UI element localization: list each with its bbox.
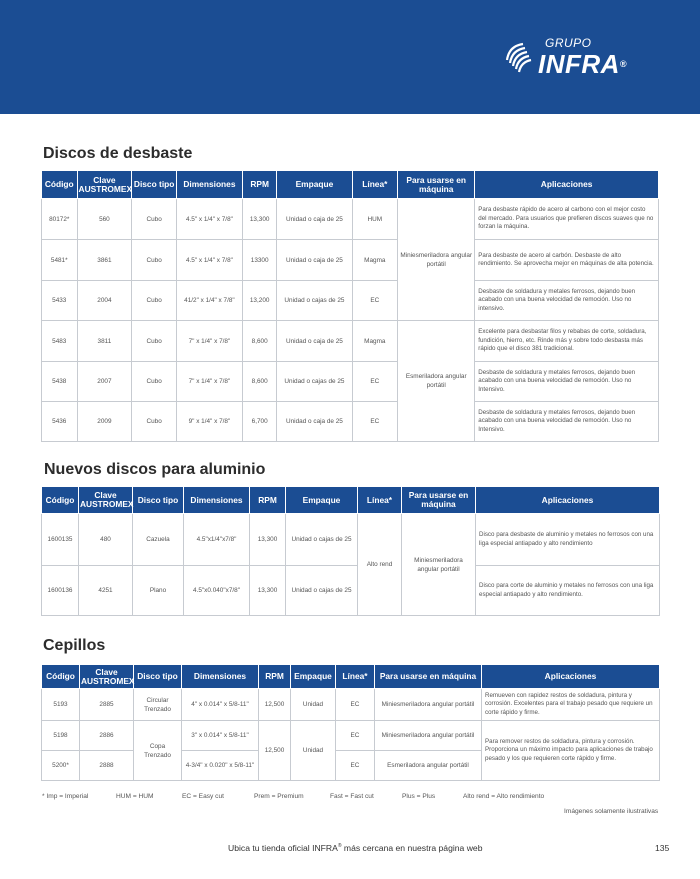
cell-clave: 2888 bbox=[80, 751, 134, 781]
cell-tipo: Cubo bbox=[132, 362, 177, 402]
cell-clave: 480 bbox=[79, 514, 133, 566]
cell-maquina: Miniesmeriladora angular portátil bbox=[375, 721, 482, 751]
cell-empaque: Unidad o cajas de 25 bbox=[277, 362, 352, 402]
col-header: Empaque bbox=[291, 665, 336, 689]
table-row bbox=[42, 362, 659, 402]
cell-dimensiones: 7" x 1/4" x 7/8" bbox=[176, 321, 242, 362]
cell-empaque: Unidad bbox=[291, 689, 336, 721]
section-title-desbaste: Discos de desbaste bbox=[43, 145, 193, 162]
col-header: Empaque bbox=[277, 171, 352, 199]
table-row bbox=[42, 514, 660, 566]
col-header: RPM bbox=[242, 171, 277, 199]
col-header: Dimensiones bbox=[176, 171, 242, 199]
col-header: Aplicaciones bbox=[475, 171, 659, 199]
cell-dimensiones: 4.5"x1/4"x7/8" bbox=[184, 514, 250, 566]
col-header: Código bbox=[42, 665, 80, 689]
cell-codigo: 5483 bbox=[42, 321, 78, 362]
cell-codigo: 5200* bbox=[42, 751, 80, 781]
cell-maquina: Miniesmeriladora angular portátil bbox=[398, 199, 475, 321]
page-number: 135 bbox=[655, 843, 670, 853]
cell-dimensiones: 4" x 0.014" x 5/8-11" bbox=[182, 689, 259, 721]
legend-alto: Alto rend = Alto rendimiento bbox=[463, 793, 545, 800]
cell-aplicaciones: Desbaste de soldadura y metales ferrosos, dejando buen acabado con una buena velocidad de remoción. Uso no Intensivo. bbox=[475, 362, 659, 402]
legend-hum: HUM = HUM bbox=[116, 793, 154, 800]
cell-dimensiones: 4.5" x 1/4" x 7/8" bbox=[176, 240, 242, 281]
cell-aplicaciones: Remueven con rapidez restos de soldadura, pintura y corrosión. Excelentes para el trabajo pesado que requiere un corte rápido y firme. bbox=[482, 689, 660, 721]
col-header: Para usarse en máquina bbox=[375, 665, 482, 689]
col-header: Dimensiones bbox=[184, 487, 250, 514]
cell-linea: HUM bbox=[352, 199, 398, 240]
table-cepillos bbox=[41, 664, 660, 781]
cell-rpm: 8,600 bbox=[242, 321, 277, 362]
col-header: Para usarse en máquina bbox=[398, 171, 475, 199]
cell-linea: EC bbox=[352, 281, 398, 321]
table-row bbox=[42, 689, 660, 721]
cell-codigo: 1600136 bbox=[42, 566, 79, 616]
col-header: Empaque bbox=[286, 487, 358, 514]
col-header: Para usarse en máquina bbox=[402, 487, 476, 514]
cell-codigo: 5433 bbox=[42, 281, 78, 321]
cell-clave: 2885 bbox=[80, 689, 134, 721]
cell-rpm: 8,600 bbox=[242, 362, 277, 402]
cell-codigo: 5481* bbox=[42, 240, 78, 281]
cell-dimensiones: 41/2" x 1/4" x 7/8" bbox=[176, 281, 242, 321]
cell-empaque: Unidad o caja de 25 bbox=[277, 402, 352, 442]
cell-empaque: Unidad o caja de 25 bbox=[277, 321, 352, 362]
col-header: Clave AUSTROMEX bbox=[77, 171, 132, 199]
table-row bbox=[42, 566, 660, 616]
cell-codigo: 80172* bbox=[42, 199, 78, 240]
col-header: Aplicaciones bbox=[476, 487, 660, 514]
legend-prem: Prem = Premium bbox=[254, 793, 304, 800]
cell-rpm: 13300 bbox=[242, 240, 277, 281]
col-header: Clave AUSTROMEX bbox=[79, 487, 133, 514]
cell-dimensiones: 7" x 1/4" x 7/8" bbox=[176, 362, 242, 402]
col-header: Línea* bbox=[352, 171, 398, 199]
cell-linea: EC bbox=[352, 362, 398, 402]
cell-tipo: Copa Trenzado bbox=[134, 721, 182, 781]
infra-logo-icon bbox=[503, 40, 539, 78]
cell-aplicaciones: Excelente para desbastar filos y rebabas de corte, soldadura, fundición, hierro, etc. Rinde más y sobre todo desbasta más rápido que el disco 381 tradicional. bbox=[475, 321, 659, 362]
cell-tipo: Cubo bbox=[132, 199, 177, 240]
col-header: RPM bbox=[250, 487, 286, 514]
cell-dimensiones: 3" x 0.014" x 5/8-11" bbox=[182, 721, 259, 751]
cell-rpm: 13,200 bbox=[242, 281, 277, 321]
cell-codigo: 5193 bbox=[42, 689, 80, 721]
cell-tipo: Cubo bbox=[132, 321, 177, 362]
col-header: Aplicaciones bbox=[482, 665, 660, 689]
cell-aplicaciones: Para remover restos de soldadura, pintura y corrosión. Proporciona un máximo impacto para aplicaciones de trabajo pesado y los que requieren corte rápido y firme. bbox=[482, 721, 660, 781]
footer-text: Ubica tu tienda oficial INFRA® más cercana en nuestra página web bbox=[228, 843, 483, 853]
cell-linea: EC bbox=[352, 402, 398, 442]
table-row bbox=[42, 281, 659, 321]
cell-tipo: Cubo bbox=[132, 240, 177, 281]
cell-clave: 560 bbox=[77, 199, 132, 240]
cell-rpm: 13,300 bbox=[242, 199, 277, 240]
cell-dimensiones: 4-3/4" x 0.020" x 5/8-11" bbox=[182, 751, 259, 781]
legend-plus: Plus = Plus bbox=[402, 793, 436, 800]
cell-aplicaciones: Disco para corte de aluminio y metales no ferrosos con una liga especial antiapado y alto rendimiento. bbox=[476, 566, 660, 616]
cell-aplicaciones: Disco para desbaste de aluminio y metales no ferrosos con una liga especial antiapado y alto rendimiento bbox=[476, 514, 660, 566]
table-row bbox=[42, 240, 659, 281]
cell-aplicaciones: Para desbaste de acero al carbón. Desbaste de alto rendimiento. Se aprovecha mejor en máquinas de alta potencia. bbox=[475, 240, 659, 281]
cell-empaque: Unidad o caja de 25 bbox=[277, 240, 352, 281]
cell-clave: 2009 bbox=[77, 402, 132, 442]
cell-linea: EC bbox=[336, 721, 375, 751]
cell-dimensiones: 9" x 1/4" x 7/8" bbox=[176, 402, 242, 442]
cell-codigo: 5438 bbox=[42, 362, 78, 402]
cell-empaque: Unidad o cajas de 25 bbox=[286, 566, 358, 616]
col-header: Línea* bbox=[336, 665, 375, 689]
cell-dimensiones: 4.5"x0.040"x7/8" bbox=[184, 566, 250, 616]
cell-linea: Alto rend bbox=[358, 514, 402, 616]
section-title-cepillos: Cepillos bbox=[43, 637, 106, 654]
table-row bbox=[42, 402, 659, 442]
cell-empaque: Unidad o cajas de 25 bbox=[286, 514, 358, 566]
col-header: Línea* bbox=[358, 487, 402, 514]
cell-linea: EC bbox=[336, 751, 375, 781]
cell-empaque: Unidad o cajas de 25 bbox=[277, 281, 352, 321]
col-header: Disco tipo bbox=[133, 487, 184, 514]
cell-tipo: Plano bbox=[133, 566, 184, 616]
cell-clave: 3811 bbox=[77, 321, 132, 362]
images-note: Imágenes solamente ilustrativas bbox=[564, 808, 659, 815]
cell-rpm: 12,500 bbox=[259, 689, 291, 721]
cell-linea: EC bbox=[336, 689, 375, 721]
section-title-aluminio: Nuevos discos para aluminio bbox=[44, 461, 266, 478]
cell-dimensiones: 4.5" x 1/4" x 7/8" bbox=[176, 199, 242, 240]
cell-empaque: Unidad o caja de 25 bbox=[277, 199, 352, 240]
cell-tipo: Circular Trenzado bbox=[134, 689, 182, 721]
brand-name: INFRA® bbox=[538, 49, 628, 79]
brand-group: GRUPO bbox=[545, 36, 592, 50]
col-header: Disco tipo bbox=[132, 171, 177, 199]
table-row bbox=[42, 321, 659, 362]
header-banner bbox=[0, 0, 700, 114]
col-header: RPM bbox=[259, 665, 291, 689]
table-desbaste bbox=[41, 170, 659, 442]
cell-clave: 2886 bbox=[80, 721, 134, 751]
col-header: Código bbox=[42, 171, 78, 199]
cell-clave: 4251 bbox=[79, 566, 133, 616]
col-header: Disco tipo bbox=[134, 665, 182, 689]
cell-maquina: Miniesmeriladora angular portátil bbox=[402, 514, 476, 616]
cell-aplicaciones: Desbaste de soldadura y metales ferrosos, dejando buen acabado con una buena velocidad de remoción. Uso no intensivo. bbox=[475, 281, 659, 321]
cell-rpm: 12,500 bbox=[259, 721, 291, 781]
cell-codigo: 1600135 bbox=[42, 514, 79, 566]
cell-rpm: 6,700 bbox=[242, 402, 277, 442]
table-row bbox=[42, 721, 660, 751]
cell-aplicaciones: Para desbaste rápido de acero al carbono con el mejor costo del mercado. Para usuarios que prefieren discos suaves que no forzan la máquina. bbox=[475, 199, 659, 240]
cell-linea: Magma bbox=[352, 240, 398, 281]
cell-clave: 2004 bbox=[77, 281, 132, 321]
cell-codigo: 5436 bbox=[42, 402, 78, 442]
legend-imp: * Imp = Imperial bbox=[42, 793, 89, 800]
cell-clave: 3861 bbox=[77, 240, 132, 281]
cell-maquina: Esmeriladora angular portátil bbox=[375, 751, 482, 781]
cell-empaque: Unidad bbox=[291, 721, 336, 781]
cell-rpm: 13,300 bbox=[250, 514, 286, 566]
cell-maquina: Miniesmeriladora angular portátil bbox=[375, 689, 482, 721]
col-header: Clave AUSTROMEX bbox=[80, 665, 134, 689]
col-header: Código bbox=[42, 487, 79, 514]
legend-fast: Fast = Fast cut bbox=[330, 793, 374, 800]
table-aluminio bbox=[41, 486, 660, 616]
col-header: Dimensiones bbox=[182, 665, 259, 689]
cell-aplicaciones: Desbaste de soldadura y metales ferrosos, dejando buen acabado con una buena velocidad de remoción. Uso no Intensivo. bbox=[475, 402, 659, 442]
cell-maquina: Esmeriladora angular portátil bbox=[398, 321, 475, 442]
table-row bbox=[42, 199, 659, 240]
cell-tipo: Cubo bbox=[132, 281, 177, 321]
legend-ec: EC = Easy cut bbox=[182, 793, 224, 800]
cell-tipo: Cazuela bbox=[133, 514, 184, 566]
cell-linea: Magma bbox=[352, 321, 398, 362]
cell-clave: 2007 bbox=[77, 362, 132, 402]
cell-codigo: 5198 bbox=[42, 721, 80, 751]
cell-tipo: Cubo bbox=[132, 402, 177, 442]
cell-rpm: 13,300 bbox=[250, 566, 286, 616]
